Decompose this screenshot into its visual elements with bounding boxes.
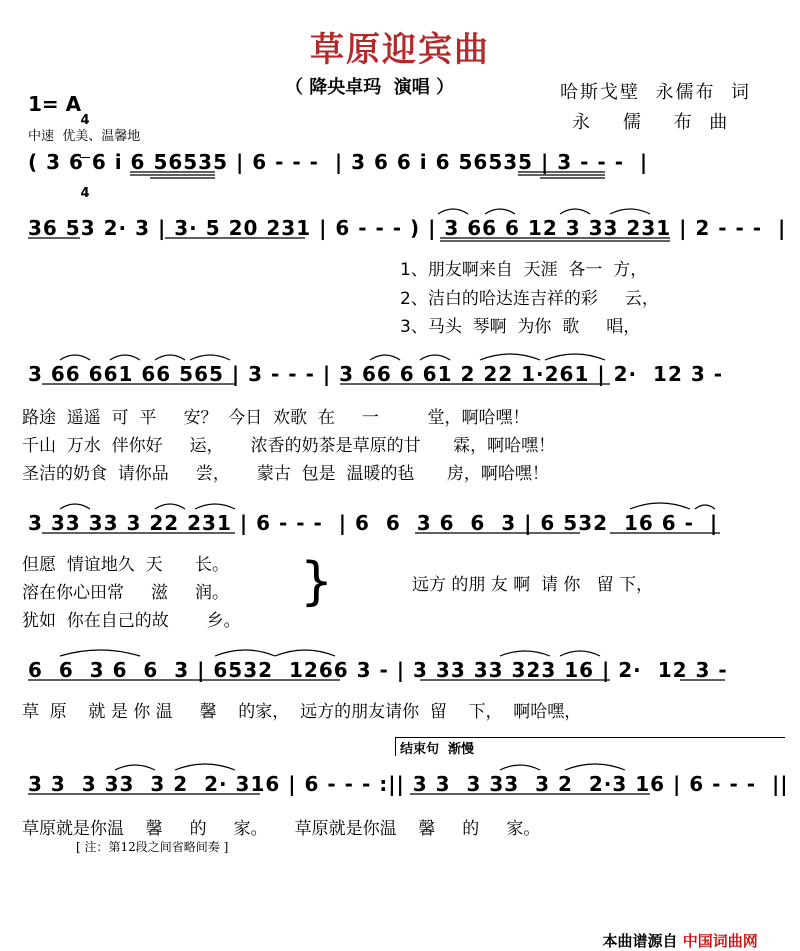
beam-line-2b xyxy=(440,238,670,241)
slurs-line-3a xyxy=(60,355,230,360)
composer-credit: 永 儒 布 曲 xyxy=(572,112,730,133)
slurs-line-5a xyxy=(60,650,335,656)
verse2-line2: 千山 万水 伴你好 运， 浓香的奶茶是草原的甘 霖，啊哈嘿！ xyxy=(22,436,556,456)
music-line-2: 36 53 2· 3 | 3· 5 20 231 | 6 - - - ) | 3 66 6 12 3 33 231 | 2 - - - | xyxy=(28,216,787,240)
source-prefix: 本曲谱源自 xyxy=(602,932,683,950)
verse1-line1: 1、朋友啊来自 天涯 各一 方， xyxy=(400,260,648,280)
music-line-3: 3 66 661 66 565 | 3 - - - | 3 66 6 61 2 22 1·261 | 2· 12 3 - xyxy=(28,362,724,386)
slurs-line-2 xyxy=(438,209,650,214)
verse3-line3: 犹如 你在自己的故 乡。 xyxy=(22,611,241,631)
key-signature: 1= A xyxy=(28,92,82,116)
slurs-line-5b xyxy=(500,651,600,656)
verse3-line2: 圣洁的奶食 请你品 尝， 蒙古 包是 温暖的毡 房，啊哈嘿！ xyxy=(22,464,549,484)
verse-brace: } xyxy=(300,552,334,612)
music-line-5: 6 6 3 6 6 3 | 6532 1266 3 - | 3 33 33 323 16 | 2· 12 3 - xyxy=(28,658,728,682)
time-signature-top: 4 xyxy=(80,113,90,128)
time-signature-bottom: 4 xyxy=(80,186,90,201)
source-site-link[interactable]: 中国词曲网 xyxy=(682,932,758,950)
beam-line-1a xyxy=(130,172,215,178)
lyricist-credit: 哈斯戈壁 永儒布 词 xyxy=(560,82,751,103)
music-line-6: 3 3 3 33 3 2 2· 316 | 6 - - - :|| 3 3 3 33 3 2 2·3 16 | 6 - - - || xyxy=(28,772,789,796)
performer-line: （ 降央卓玛 演唱 ） xyxy=(285,77,455,98)
lyric-line-4: 草 原 就 是 你 温 馨 的家， 远方的朋友请你 留 下， 啊哈嘿， xyxy=(22,702,582,722)
music-line-4: 3 33 33 3 22 231 | 6 - - - | 6 6 3 6 6 3 | 6 532 16 6 - | xyxy=(28,511,719,535)
slurs-line-4 xyxy=(60,504,235,509)
verse2-line3: 溶在你心田常 滋 润。 xyxy=(22,583,230,603)
tempo-marking: 中速 优美、温馨地 xyxy=(28,129,141,144)
song-title: 草原迎宾曲 xyxy=(310,30,490,70)
refrain-line: 远方 的朋 友 啊 请 你 留 下， xyxy=(412,575,654,595)
music-line-1: ( 3 6 6 i 6 56535 | 6 - - - | 3 6 6 i 6 56535 | 3 - - - | xyxy=(28,150,649,174)
lyric-line-5: 草原就是你温 馨 的 家。 草原就是你温 馨 的 家。 xyxy=(22,819,541,839)
verse3-line1: 3、马头 琴啊 为你 歌 唱， xyxy=(400,317,641,337)
verse1-line3: 但愿 情谊地久 天 长。 xyxy=(22,555,230,575)
verse2-line1: 2、洁白的哈达连吉祥的彩 云， xyxy=(400,289,659,309)
slurs-line-3b xyxy=(370,354,605,360)
footnote: [ 注：第12段之间省略间奏 ] xyxy=(76,840,229,854)
beam-line-1b xyxy=(518,172,605,178)
slurs-line-4b xyxy=(630,503,715,509)
ending-note: 结束句 渐慢 xyxy=(400,742,475,757)
slurs-line-6 xyxy=(115,764,625,770)
verse1-line2: 路途 遥遥 可 平 安？ 今日 欢歌 在 一 堂，啊哈嘿！ xyxy=(22,408,530,428)
